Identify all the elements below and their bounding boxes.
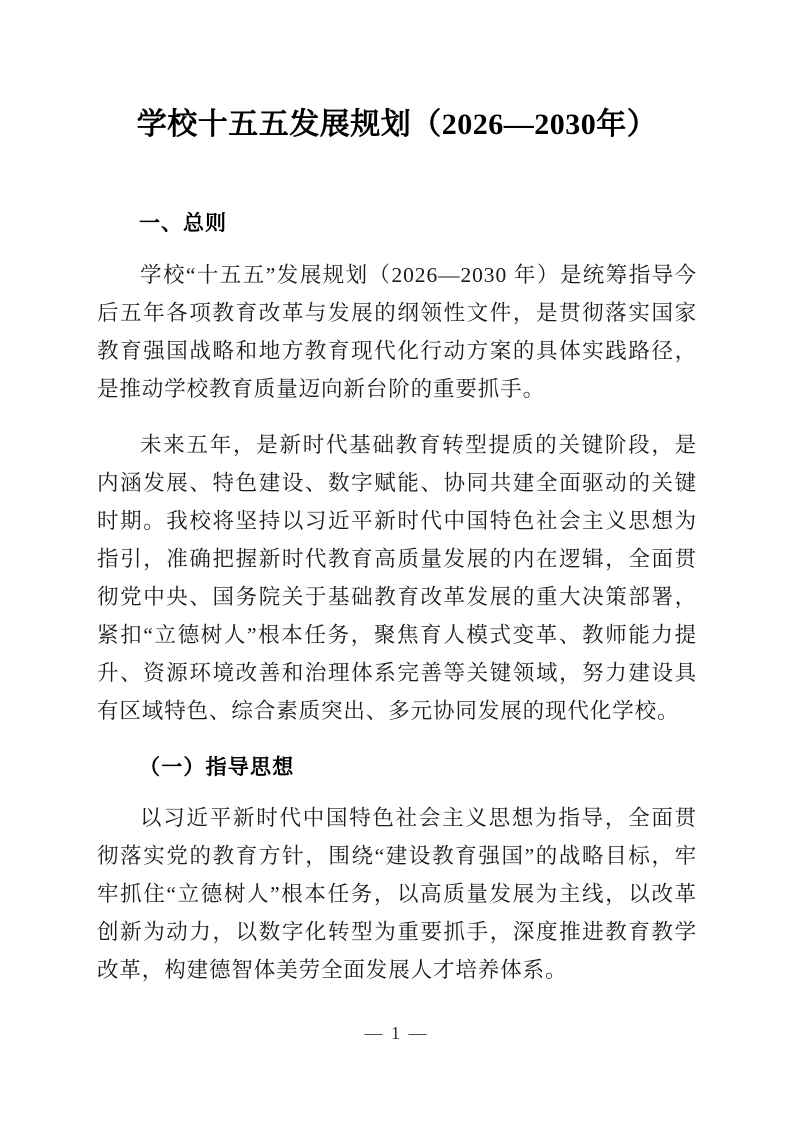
- section-heading-general-rules: 一、总则: [139, 211, 227, 235]
- document-content: [97, 0, 697, 989]
- page-number-footer: — 1 —: [364, 1023, 429, 1043]
- subsection-heading-guiding-ideology: （一）指导思想: [139, 755, 295, 779]
- paragraph: 以习近平新时代中国特色社会主义思想为指导，全面贯彻落实党的教育方针，围绕“建设教育强国”的战略目标，牢牢抓住“立德树人”根本任务，以高质量发展为主线，以改革创新为动力，以数字化转型为重要抓手，深度推进教育教学改革，构建德智体美劳全面发展人才培养体系。: [97, 806, 697, 982]
- paragraph: 学校“十五五”发展规划（2026—2030 年）是统筹指导今后五年各项教育改革与发展的纲领性文件，是贯彻落实国家教育强国战略和地方教育现代化行动方案的具体实践路径，是推动学校教育质量迈向新台阶的重要抓手。: [97, 263, 697, 401]
- page-title: 学校十五五发展规划（2026—2030年）: [136, 108, 658, 141]
- paragraph: 未来五年，是新时代基础教育转型提质的关键阶段，是内涵发展、特色建设、数字赋能、协同共建全面驱动的关键时期。我校将坚持以习近平新时代中国特色社会主义思想为指引，准确把握新时代教育高质量发展的内在逻辑，全面贯彻党中央、国务院关于基础教育改革发展的重大决策部署，紧扣“立德树人”根本任务，聚焦育人模式变革、教师能力提升、资源环境改善和治理体系完善等关键领域，努力建设具有区域特色、综合素质突出、多元协同发展的现代化学校。: [97, 433, 697, 723]
